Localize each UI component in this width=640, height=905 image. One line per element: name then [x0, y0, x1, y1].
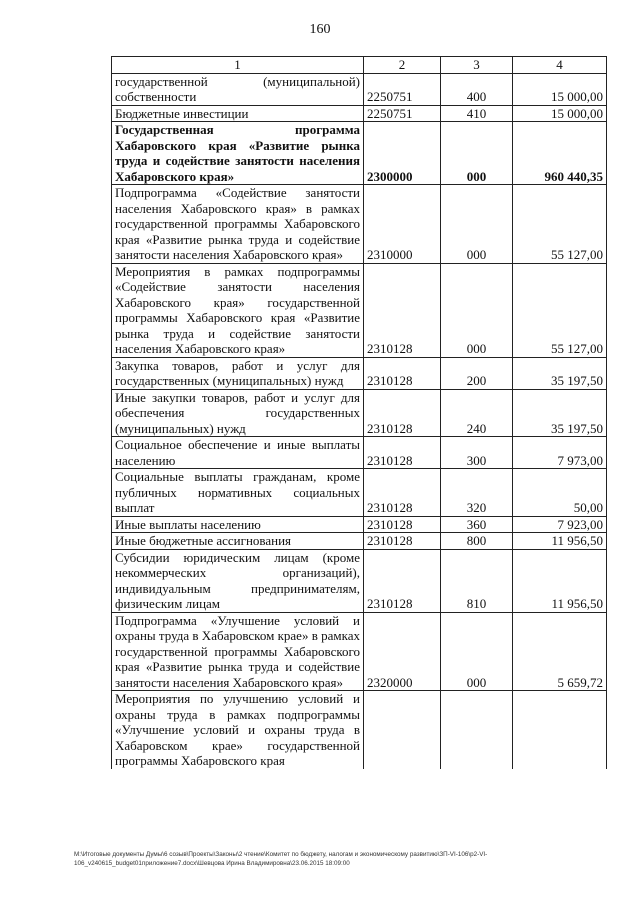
row-expense-type-cell: 300 [441, 437, 513, 469]
table-row [112, 122, 607, 185]
row-sum-cell: 5 659,72 [513, 612, 607, 691]
row-expense-type-cell: 360 [441, 516, 513, 533]
row-name-cell: Иные бюджетные ассигнования [112, 533, 364, 550]
page-number: 160 [309, 22, 331, 37]
row-target-code-cell: 2250751 [364, 73, 441, 105]
row-sum-cell: 55 127,00 [513, 185, 607, 264]
row-name-cell: государственной (муниципальной) собственности [112, 73, 364, 105]
row-name-cell: Закупка товаров, работ и услуг для государственных (муниципальных) нужд [112, 357, 364, 389]
row-name-cell: Социальные выплаты гражданам, кроме публичных нормативных социальных выплат [112, 469, 364, 517]
row-sum-cell: 11 956,50 [513, 549, 607, 612]
column-header-1: 1 [112, 57, 364, 74]
table-row [112, 357, 607, 389]
row-name-cell: Мероприятия в рамках подпрограммы «Содействие занятости населения Хабаровского края» государственной программы Хабаровского края «Развитие рынка труда и содействие занятости населения Хабаровского края» [112, 263, 364, 357]
budget-table [111, 56, 607, 769]
row-target-code-cell: 2310128 [364, 549, 441, 612]
row-sum-cell [513, 691, 607, 769]
row-name-cell: Подпрограмма «Содействие занятости населения Хабаровского края» в рамках государственной программы Хабаровского края «Развитие рынка труда и содействие занятости населения Хабаровского края» [112, 185, 364, 264]
row-target-code-cell: 2310128 [364, 263, 441, 357]
row-name-cell: Бюджетные инвестиции [112, 105, 364, 122]
table-row [112, 437, 607, 469]
row-target-code-cell: 2310128 [364, 469, 441, 517]
row-expense-type-cell [441, 691, 513, 769]
footer-line-1: M:\Итоговые документы Думы\6 созыв\Проекты\Законы\2 чтение\Комитет по бюджету, налогам и экономическому развитию\ЗП-VI-106\р2-VI- [74, 851, 488, 858]
row-name-cell: Иные закупки товаров, работ и услуг для обеспечения государственных (муниципальных) нужд [112, 389, 364, 437]
table-header-row [112, 57, 607, 74]
table-row [112, 533, 607, 550]
row-target-code-cell: 2250751 [364, 105, 441, 122]
row-name-cell: Субсидии юридическим лицам (кроме некоммерческих организаций), индивидуальным предпринимателям, физическим лицам [112, 549, 364, 612]
row-expense-type-cell: 810 [441, 549, 513, 612]
row-sum-cell: 11 956,50 [513, 533, 607, 550]
column-header-2: 2 [364, 57, 441, 74]
row-sum-cell: 15 000,00 [513, 105, 607, 122]
row-expense-type-cell: 320 [441, 469, 513, 517]
row-sum-cell: 960 440,35 [513, 122, 607, 185]
row-target-code-cell: 2310128 [364, 357, 441, 389]
table-row [112, 549, 607, 612]
row-expense-type-cell: 000 [441, 185, 513, 264]
row-expense-type-cell: 200 [441, 357, 513, 389]
row-sum-cell: 55 127,00 [513, 263, 607, 357]
row-sum-cell: 35 197,50 [513, 389, 607, 437]
table-row [112, 469, 607, 517]
table-row [112, 516, 607, 533]
table-row [112, 263, 607, 357]
table-body [112, 73, 607, 769]
row-name-cell: Государственная программа Хабаровского края «Развитие рынка труда и содействие занятости населения Хабаровского края» [112, 122, 364, 185]
document-path-footer [74, 850, 614, 868]
row-target-code-cell: 2310000 [364, 185, 441, 264]
row-target-code-cell [364, 691, 441, 769]
row-name-cell: Иные выплаты населению [112, 516, 364, 533]
row-target-code-cell: 2300000 [364, 122, 441, 185]
row-target-code-cell: 2310128 [364, 516, 441, 533]
row-name-cell: Подпрограмма «Улучшение условий и охраны труда в Хабаровском крае» в рамках государственной программы Хабаровского края «Развитие рынка труда и содействие занятости населения Хабаровского края» [112, 612, 364, 691]
row-sum-cell: 15 000,00 [513, 73, 607, 105]
row-expense-type-cell: 000 [441, 612, 513, 691]
row-sum-cell: 35 197,50 [513, 357, 607, 389]
row-target-code-cell: 2310128 [364, 389, 441, 437]
row-expense-type-cell: 240 [441, 389, 513, 437]
row-sum-cell: 7 923,00 [513, 516, 607, 533]
column-header-4: 4 [513, 57, 607, 74]
row-expense-type-cell: 000 [441, 122, 513, 185]
row-name-cell: Мероприятия по улучшению условий и охраны труда в рамках подпрограммы «Улучшение условий и охраны труда в Хабаровском крае» государственной программы Хабаровского края [112, 691, 364, 769]
row-target-code-cell: 2320000 [364, 612, 441, 691]
row-expense-type-cell: 410 [441, 105, 513, 122]
row-target-code-cell: 2310128 [364, 533, 441, 550]
footer-line-2: 106_v240615_budget01приложение7.docx\Шевцова Ирина Владимировна\23.06.2015 18:09:00 [74, 860, 350, 867]
row-sum-cell: 7 973,00 [513, 437, 607, 469]
table-row [112, 389, 607, 437]
row-sum-cell: 50,00 [513, 469, 607, 517]
row-name-cell: Социальное обеспечение и иные выплаты населению [112, 437, 364, 469]
table-row [112, 105, 607, 122]
table-row [112, 612, 607, 691]
table-row [112, 185, 607, 264]
row-expense-type-cell: 800 [441, 533, 513, 550]
row-target-code-cell: 2310128 [364, 437, 441, 469]
row-expense-type-cell: 400 [441, 73, 513, 105]
table-row [112, 73, 607, 105]
column-header-3: 3 [441, 57, 513, 74]
row-expense-type-cell: 000 [441, 263, 513, 357]
table-row [112, 691, 607, 769]
